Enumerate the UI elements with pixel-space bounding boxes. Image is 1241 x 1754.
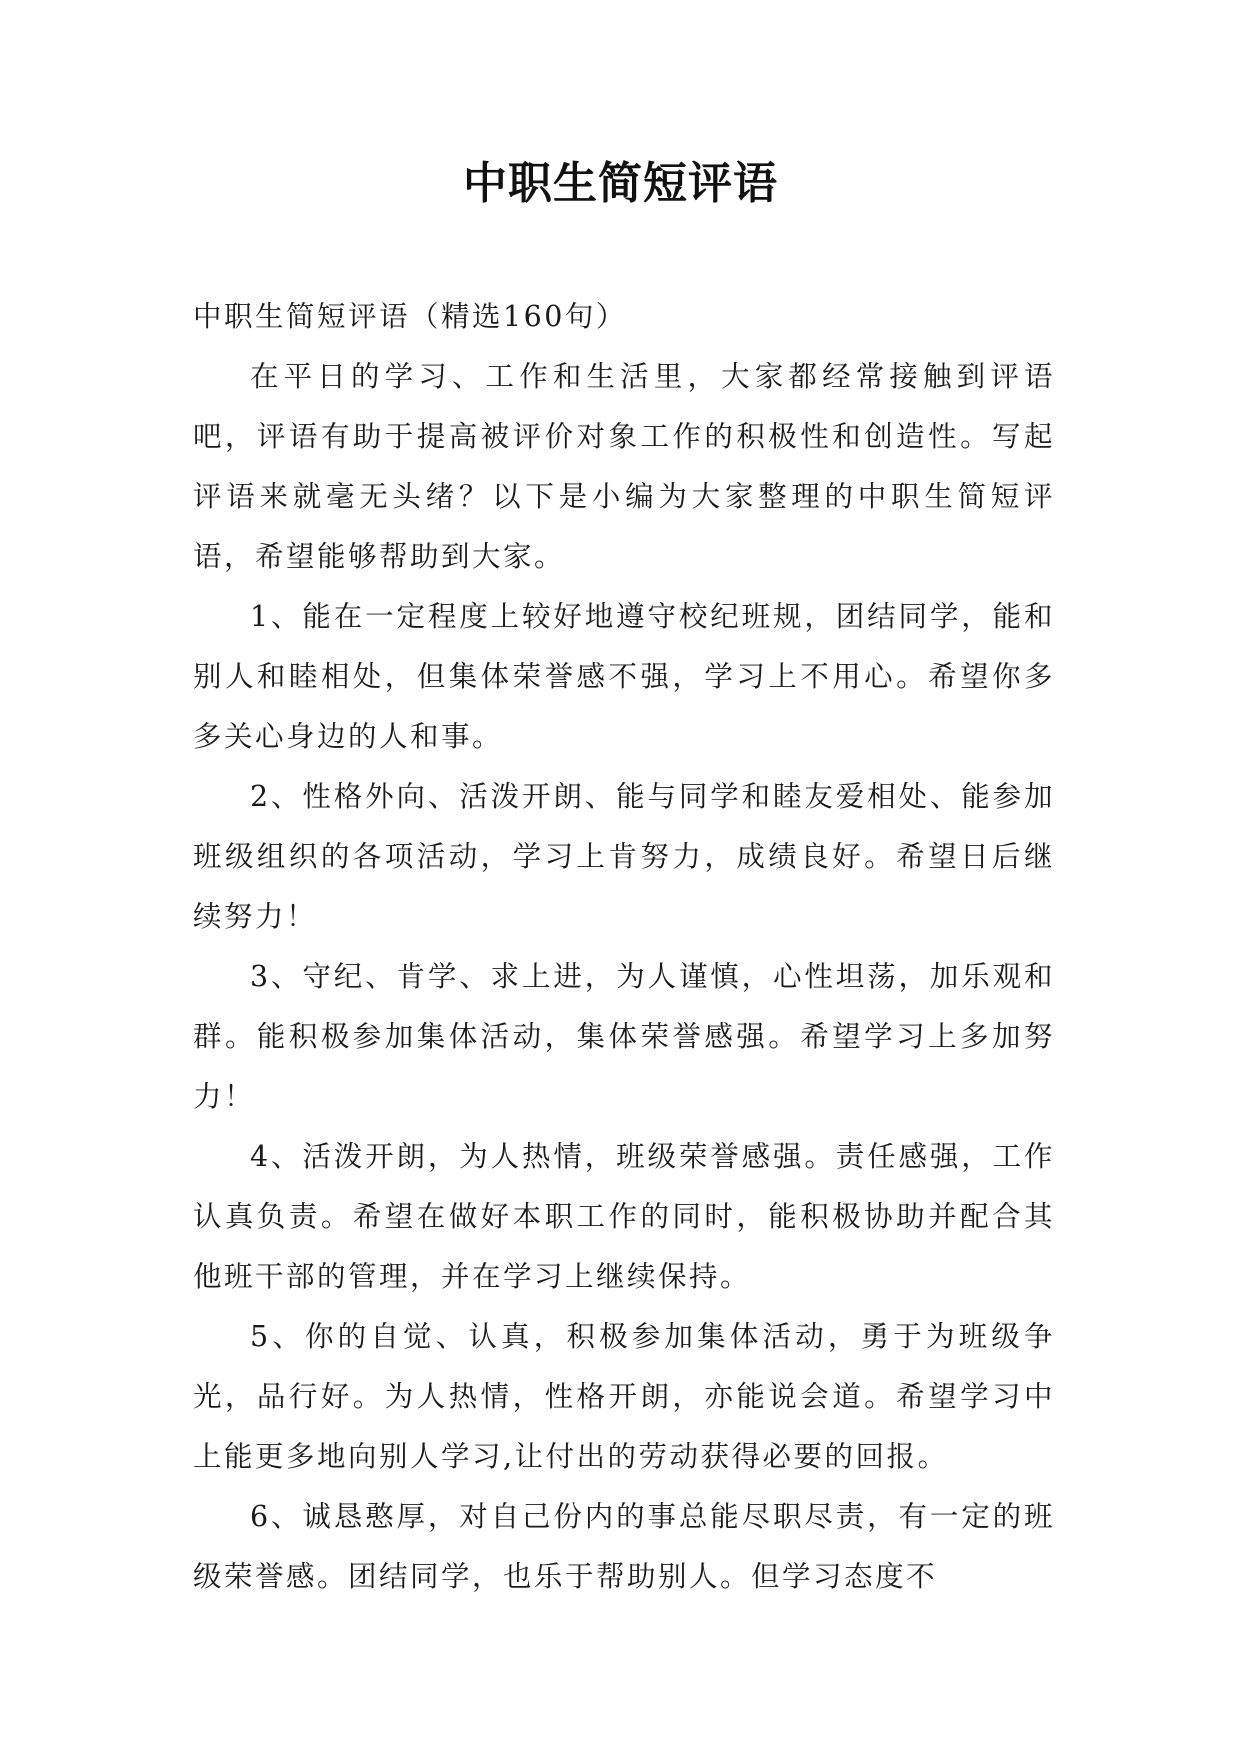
comment-item-4: 4、活泼开朗，为人热情，班级荣誉感强。责任感强，工作认真负责。希望在做好本职工作的同时，能积极协助并配合其他班干部的管理，并在学习上继续保持。 — [193, 1140, 1055, 1293]
comment-item-5: 5、你的自觉、认真，积极参加集体活动，勇于为班级争光，品行好。为人热情，性格开朗，亦能说会道。希望学习中上能更多地向别人学习,让付出的劳动获得必要的回报。 — [193, 1320, 1055, 1473]
document-body — [193, 287, 1055, 1607]
comment-item-2: 2、性格外向、活泼开朗、能与同学和睦友爱相处、能参加班级组织的各项活动，学习上肯努力，成绩良好。希望日后继续努力！ — [193, 780, 1055, 933]
document-subtitle: 中职生简短评语（精选160句） — [193, 300, 627, 333]
comment-item-6: 6、诚恳憨厚，对自己份内的事总能尽职尽责，有一定的班级荣誉感。团结同学，也乐于帮助别人。但学习态度不 — [193, 1500, 1055, 1593]
comment-item-3: 3、守纪、肯学、求上进，为人谨慎，心性坦荡，加乐观和群。能积极参加集体活动，集体荣誉感强。希望学习上多加努力！ — [193, 960, 1055, 1113]
page-title: 中职生简短评语 — [463, 158, 778, 209]
intro-paragraph: 在平日的学习、工作和生活里，大家都经常接触到评语吧，评语有助于提高被评价对象工作的积极性和创造性。写起评语来就毫无头绪？以下是小编为大家整理的中职生简短评语，希望能够帮助到大家。 — [193, 360, 1055, 573]
comment-item-1: 1、能在一定程度上较好地遵守校纪班规，团结同学，能和别人和睦相处，但集体荣誉感不强，学习上不用心。希望你多多关心身边的人和事。 — [193, 600, 1055, 753]
